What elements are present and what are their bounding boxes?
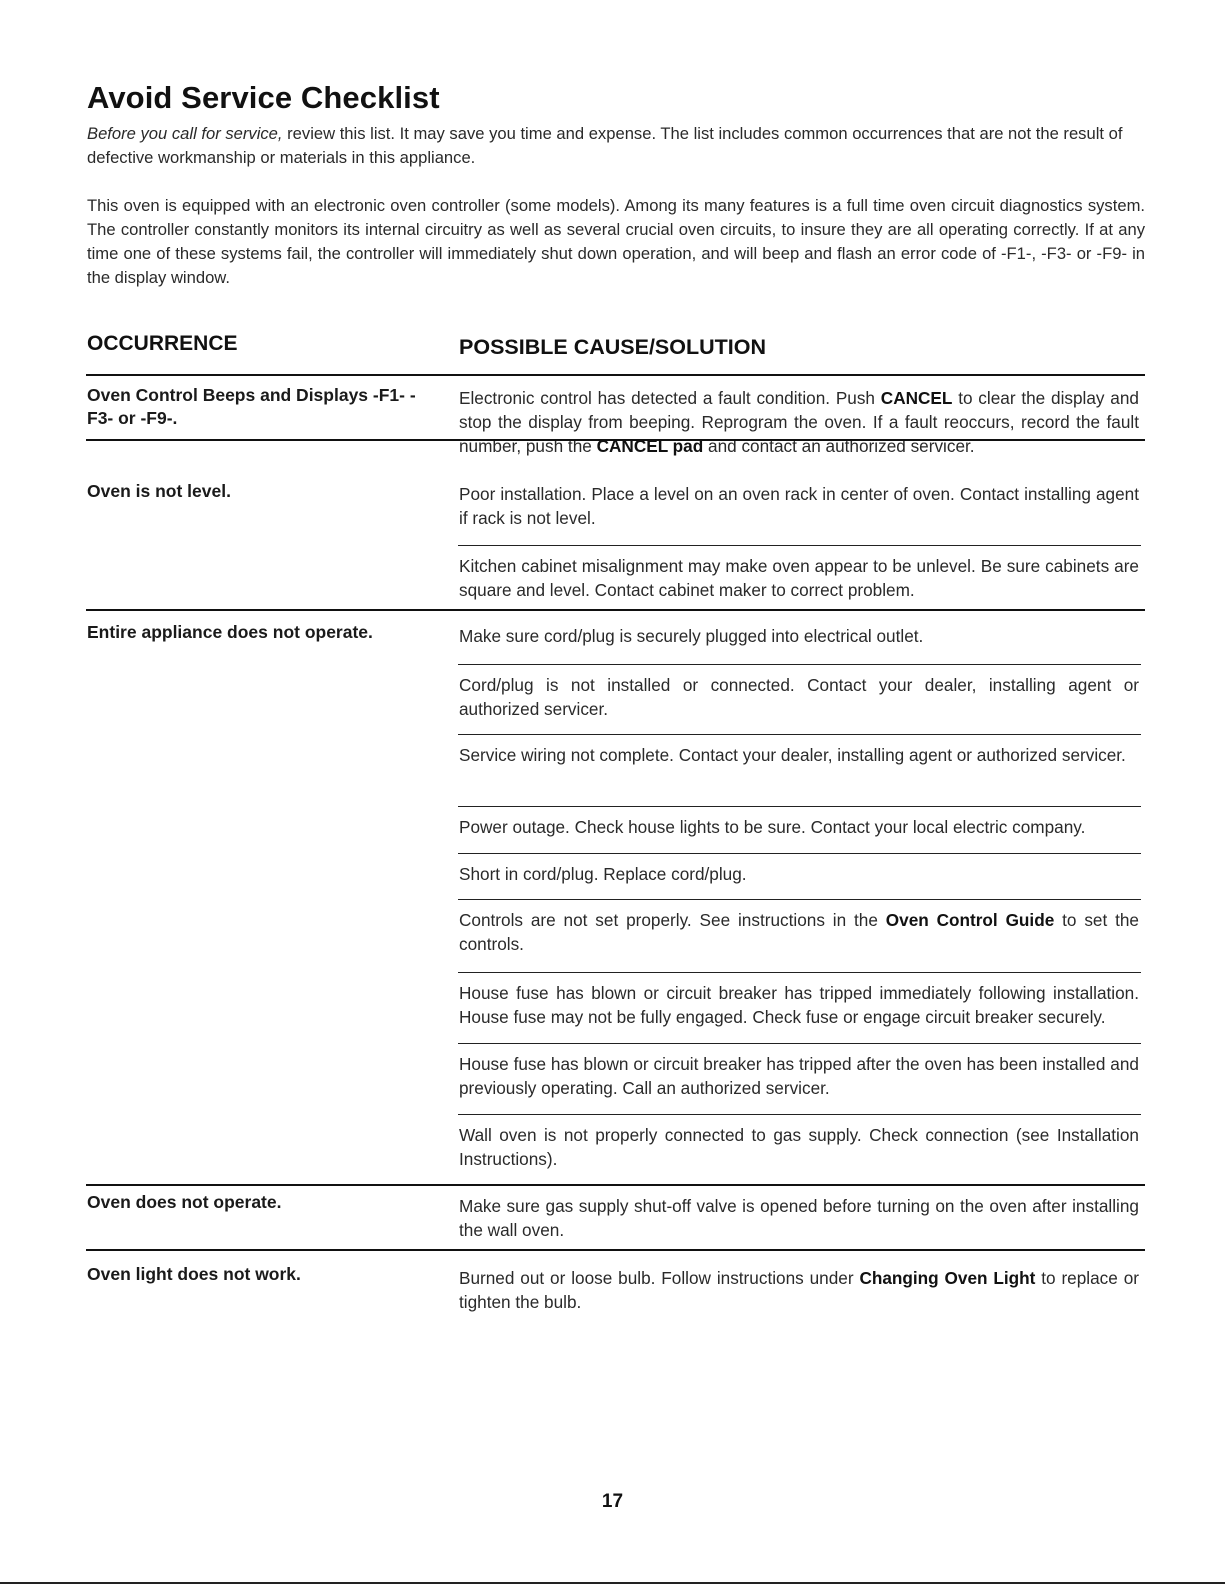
intro-lead: Before you call for service, [87,124,283,143]
occurrence-label: Oven does not operate. [87,1192,282,1212]
solution-segment: Make sure gas supply shut-off valve is opened before turning on the oven after installing the wall oven. [459,1196,1139,1240]
occurrence-label: Oven light does not work. [87,1264,301,1284]
emphasized-term: Changing Oven Light [859,1268,1036,1288]
solution-segment: Burned out or loose bulb. Follow instructions under [459,1268,860,1288]
solution-text [459,1052,1139,1100]
page-title: Avoid Service Checklist [87,80,440,115]
solution-segment: to clear the display and stop the display from beeping. Reprogram the oven. If a fault reoccurs, record the fault number, push the [459,388,1139,456]
solution-text [459,482,1139,530]
row-divider [86,374,1145,376]
solution-text [459,862,1139,886]
solution-segment: to replace or tighten the bulb. [459,1268,1139,1312]
solution-text [459,1194,1139,1242]
solution-segment: House fuse has blown or circuit breaker has tripped immediately following installation. House fuse may not be fully engaged. Check fuse or engage circuit breaker securely. [459,983,1139,1027]
solution-divider [458,545,1141,546]
solution-segment: Short in cord/plug. Replace cord/plug. [459,864,747,884]
row-divider [86,1184,1145,1186]
row-divider [86,439,1145,441]
solution-segment: Cord/plug is not installed or connected. Contact your dealer, installing agent or authorized servicer. [459,675,1139,719]
solution-text [459,743,1139,767]
occurrence-label: Entire appliance does not operate. [87,622,373,642]
emphasized-term: Oven Control Guide [885,910,1055,930]
solution-segment: Wall oven is not properly connected to gas supply. Check connection (see Installation Instructions). [459,1125,1139,1169]
bottom-rule [0,1582,1225,1584]
occurrence-label: Oven Control Beeps and Displays -F1- -F3- or -F9-. [87,385,416,428]
solution-segment: Service wiring not complete. Contact your dealer, installing agent or authorized servicer. [459,745,1126,765]
solution-text [459,1266,1139,1314]
solution-text [459,908,1139,956]
emphasized-term: CANCEL pad [596,436,704,456]
solution-text [459,815,1139,839]
emphasized-term: CANCEL [880,388,953,408]
solution-divider [458,1114,1141,1115]
page-number: 17 [601,1491,624,1512]
solution-divider [458,853,1141,854]
solution-divider [458,806,1141,807]
solution-column-header: POSSIBLE CAUSE/SOLUTION [459,335,767,359]
solution-text [459,981,1139,1029]
solution-segment: Power outage. Check house lights to be sure. Contact your local electric company. [459,817,1086,837]
solution-segment: to set the controls. [459,910,1139,954]
intro-lead-rest: review this list. It may save you time and expense. The list includes common occurrences that are not the result of defective workmanship or materials in this appliance. [87,124,1123,167]
solution-segment: and contact an authorized servicer. [703,436,975,456]
controller-paragraph: This oven is equipped with an electronic oven controller (some models). Among its many features is a full time oven circuit diagnostics system. The controller constantly monitors its internal circuitry as well as several crucial oven circuits, to insure they are all operating correctly. If at any time one of these systems fail, the controller will immediately shut down operation, and will beep and flash an error code of -F1-, -F3- or -F9- in the display window. [87,196,1145,287]
occurrence-column-header: OCCURRENCE [87,332,238,355]
solution-divider [458,972,1141,973]
solution-segment: Controls are not set properly. See instructions in the [459,910,886,930]
solution-segment: Poor installation. Place a level on an oven rack in center of oven. Contact installing agent if rack is not level. [459,484,1139,528]
solution-segment: Electronic control has detected a fault condition. Push [459,388,881,408]
solution-segment: Kitchen cabinet misalignment may make oven appear to be unlevel. Be sure cabinets are square and level. Contact cabinet maker to correct problem. [459,556,1139,600]
row-divider [86,609,1145,611]
solution-divider [458,899,1141,900]
solution-segment: House fuse has blown or circuit breaker has tripped after the oven has been installed and previously operating. Call an authorized servicer. [459,1054,1139,1098]
intro-paragraph [87,122,1145,170]
solution-segment: Make sure cord/plug is securely plugged into electrical outlet. [459,626,924,646]
solution-text [459,673,1139,721]
solution-text [459,624,1139,648]
row-divider [86,1249,1145,1251]
solution-text [459,1123,1139,1171]
solution-divider [458,734,1141,735]
solution-text [459,554,1139,602]
occurrence-label: Oven is not level. [87,481,231,501]
solution-divider [458,1043,1141,1044]
solution-text [459,386,1139,458]
solution-divider [458,664,1141,665]
